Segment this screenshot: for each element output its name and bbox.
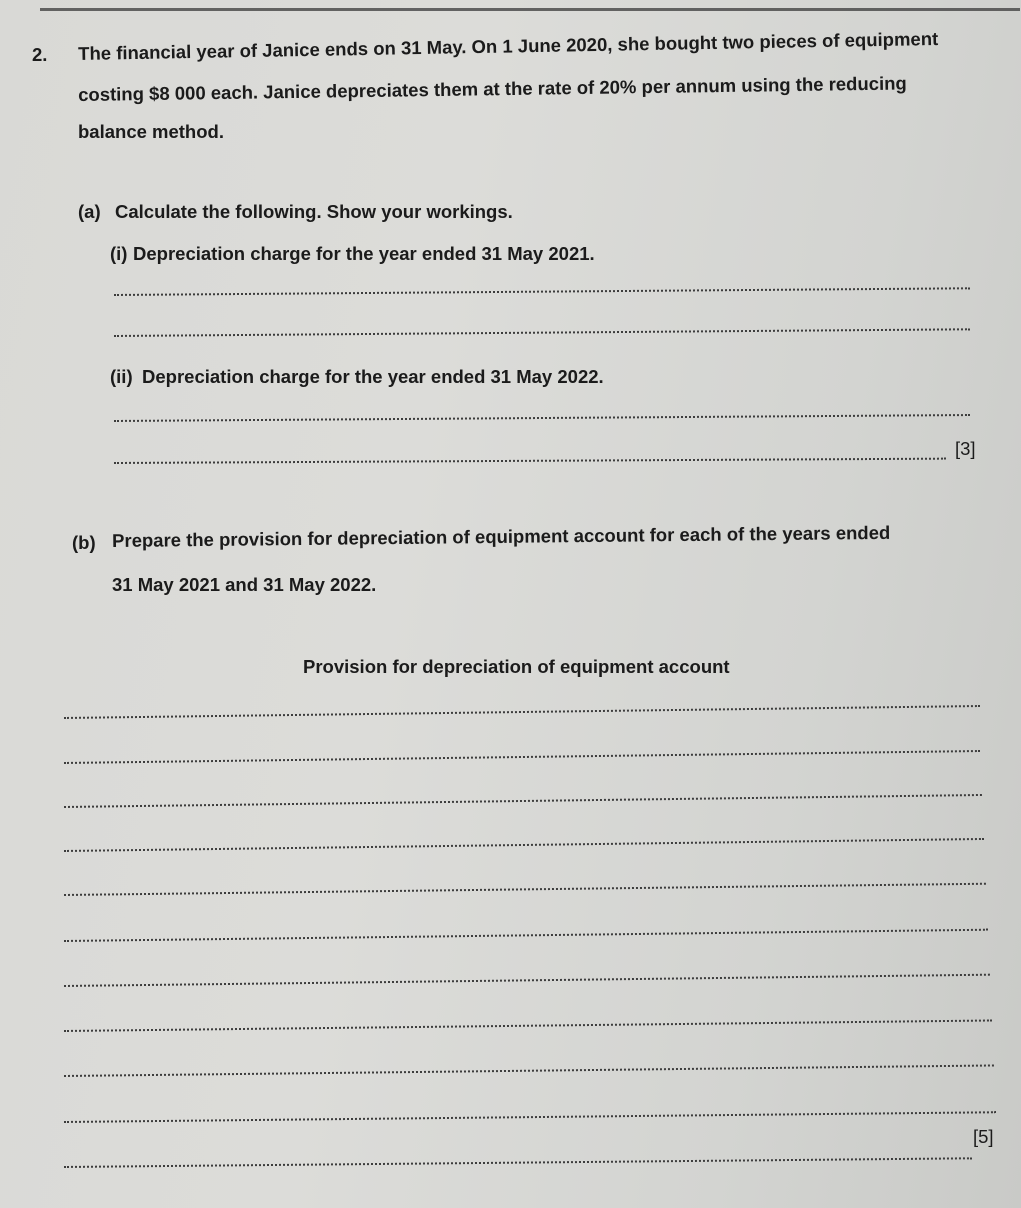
part-a-ii-label: (ii) xyxy=(110,366,133,387)
account-line xyxy=(64,1019,992,1032)
account-line xyxy=(64,750,980,764)
answer-line xyxy=(114,328,970,337)
part-b-marks: [5] xyxy=(973,1126,994,1147)
intro-line-2: costing $8 000 each. Janice depreciates them at the rate of 20% per annum using the reducing xyxy=(78,72,907,105)
account-line xyxy=(64,929,988,942)
account-line xyxy=(64,1111,996,1123)
account-line xyxy=(64,1157,972,1168)
answer-line xyxy=(114,287,970,296)
account-line xyxy=(64,974,990,987)
answer-line xyxy=(114,458,946,464)
account-line xyxy=(64,794,982,808)
intro-line-1: The financial year of Janice ends on 31 May. On 1 June 2020, she bought two pieces of equipment xyxy=(78,27,939,64)
part-a-marks: [3] xyxy=(955,438,976,459)
part-b-label: (b) xyxy=(72,532,96,553)
part-a-i-label: (i) xyxy=(110,243,128,264)
account-line xyxy=(64,838,984,852)
part-a-instruction: Calculate the following. Show your workings. xyxy=(115,201,513,222)
part-a-label: (a) xyxy=(78,201,101,222)
top-rule xyxy=(40,8,1020,11)
intro-line-3: balance method. xyxy=(78,121,224,142)
question-number: 2. xyxy=(32,44,48,65)
part-a-i-text: Depreciation charge for the year ended 31 May 2021. xyxy=(133,243,595,264)
account-line xyxy=(64,883,986,896)
part-b-instruction-line-2: 31 May 2021 and 31 May 2022. xyxy=(112,574,377,595)
account-line xyxy=(64,1064,994,1077)
answer-line xyxy=(114,414,970,422)
account-line xyxy=(64,705,980,719)
part-b-instruction-line-1: Prepare the provision for depreciation of equipment account for each of the years ended xyxy=(112,521,891,551)
part-a-ii-text: Depreciation charge for the year ended 31 May 2022. xyxy=(142,366,604,387)
account-title: Provision for depreciation of equipment account xyxy=(303,656,730,677)
